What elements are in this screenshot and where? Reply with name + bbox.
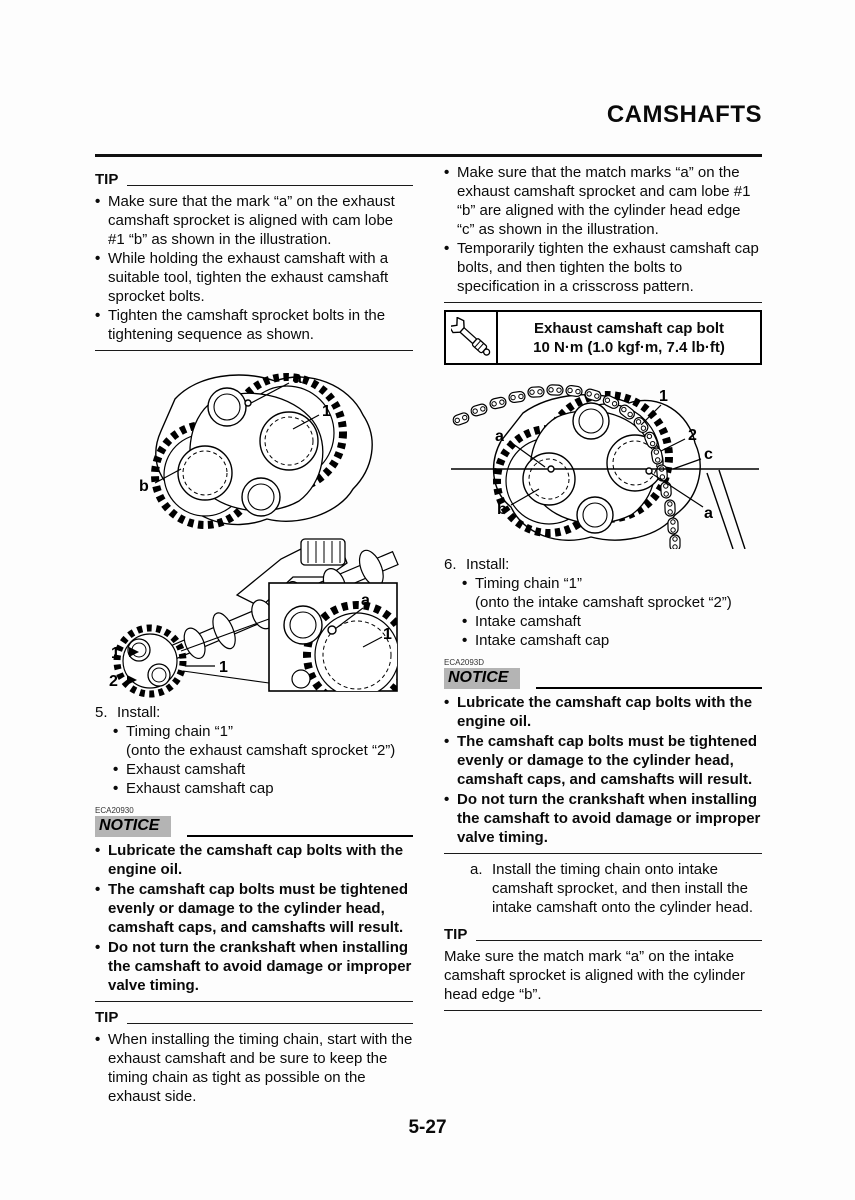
tip-label: TIP — [444, 926, 468, 943]
figure-label-b: b — [139, 478, 149, 495]
notice-bullet — [95, 938, 413, 995]
tip-underline — [476, 940, 762, 941]
figure-inset-label-1: 1 — [383, 626, 392, 643]
step-item — [462, 612, 762, 631]
figure-label-1: 1 — [322, 403, 331, 420]
step-item-subtext: (onto the exhaust camshaft sprocket “2”) — [126, 742, 396, 759]
tip-heading — [444, 925, 762, 944]
notice-heading — [95, 816, 413, 837]
substep-a — [470, 860, 762, 917]
section-rule — [444, 853, 762, 854]
right-column — [444, 163, 762, 1017]
step-item — [113, 779, 413, 798]
tip-bullet — [95, 249, 413, 306]
torque-wrench-icon — [446, 312, 498, 363]
notice-badge: NOTICE — [444, 668, 520, 689]
intake-camshaft-sprocket-figure — [445, 377, 765, 549]
step-number: 5. — [95, 704, 108, 721]
step-item — [462, 574, 762, 612]
step-item-subtext: (onto the intake camshaft sprocket “2”) — [475, 594, 732, 611]
notice-bullet — [95, 880, 413, 937]
step-item-text: • Exhaust camshaft — [126, 761, 246, 778]
step-item-text: • Intake camshaft cap — [475, 632, 610, 649]
figure-label-a-left: a — [495, 428, 504, 445]
step-title: Install: — [117, 704, 161, 721]
notice-underline — [536, 687, 762, 689]
figure-pointer-1: 1 — [111, 645, 120, 662]
header-rule — [95, 154, 762, 157]
figure-label-2: 2 — [688, 427, 697, 444]
step-item-text: • Intake camshaft — [475, 613, 581, 630]
tip-underline — [127, 1023, 413, 1024]
notice-bullet — [444, 790, 762, 847]
tip-label: TIP — [95, 1009, 119, 1026]
notice-bullet — [444, 693, 762, 731]
substep-text: Install the timing chain onto intake camshaft sprocket, and then install the intake camshaft onto the cylinder head. — [492, 861, 753, 916]
body-bullet-text: • Make sure that the match marks “a” on the exhaust camshaft sprocket and cam lobe #1 “b” are aligned with the cylinder head edge “c” as shown in the illustration. — [457, 164, 751, 238]
notice-bullet-text: • Do not turn the crankshaft when installing the camshaft to avoid damage or improper valve timing. — [457, 791, 761, 846]
tip-heading — [95, 170, 413, 189]
notice-heading — [444, 668, 762, 689]
step-item — [462, 631, 762, 650]
notice-underline — [187, 835, 413, 837]
figure-label-c: c — [704, 446, 713, 463]
figure-pointer-2: 2 — [109, 673, 118, 690]
tip-bullet — [95, 1030, 413, 1106]
body-bullet-text: • Temporarily tighten the exhaust camshaft cap bolts, and then tighten the bolts to specification in a crisscross pattern. — [457, 240, 759, 295]
notice-bullet-text: • The camshaft cap bolts must be tightened evenly or damage to the cylinder head, camshaft caps, and camshafts will result. — [108, 881, 409, 936]
step-item — [113, 760, 413, 779]
notice-bullet — [444, 732, 762, 789]
tip-label: TIP — [95, 171, 119, 188]
notice-badge: NOTICE — [95, 816, 171, 837]
notice-bullet-text: • Lubricate the camshaft cap bolts with the engine oil. — [457, 694, 753, 730]
body-bullet — [444, 163, 762, 239]
figure-leader-1: 1 — [219, 659, 228, 676]
page-number: 5-27 — [408, 1117, 447, 1138]
notice-code: ECA2093D — [444, 658, 485, 667]
substep-letter: a. — [470, 861, 483, 878]
step-5-heading — [95, 703, 413, 722]
tip-bullet-text: • Tighten the camshaft sprocket bolts in the tightening sequence as shown. — [108, 307, 386, 343]
step-title: Install: — [466, 556, 510, 573]
step-item — [113, 722, 413, 760]
figure-label-a: a — [293, 370, 302, 387]
section-rule — [444, 1010, 762, 1011]
tip-heading — [95, 1008, 413, 1027]
camshaft-installation-figure — [95, 533, 425, 703]
page-title: CAMSHAFTS — [606, 101, 762, 128]
tip-bullet — [95, 306, 413, 344]
exhaust-camshaft-sprocket-figure — [117, 361, 417, 533]
step-6-heading — [444, 555, 762, 574]
tip-bullet-text: • While holding the exhaust camshaft with a suitable tool, tighten the exhaust camshaft sprocket bolts. — [108, 250, 389, 305]
step-item-text: • Timing chain “1” — [126, 723, 233, 740]
notice-bullet-text: • Do not turn the crankshaft when installing the camshaft to avoid damage or improper valve timing. — [108, 939, 412, 994]
torque-spec-line2: 10 N·m (1.0 kgf·m, 7.4 lb·ft) — [533, 339, 725, 356]
torque-spec-text — [498, 312, 760, 363]
tip-underline — [127, 185, 413, 186]
tip-text: Make sure the match mark “a” on the intake camshaft sprocket is aligned with the cylinder head edge “b”. — [444, 948, 745, 1003]
notice-bullet-text: • The camshaft cap bolts must be tightened evenly or damage to the cylinder head, camshaft caps, and camshafts will result. — [457, 733, 758, 788]
notice-bullet — [95, 841, 413, 879]
tip-bullet-text: • Make sure that the mark “a” on the exhaust camshaft sprocket is aligned with cam lobe #1 “b” as shown in the illustration. — [108, 193, 395, 248]
body-bullet — [444, 239, 762, 296]
section-rule — [444, 302, 762, 303]
torque-spec-line1: Exhaust camshaft cap bolt — [533, 320, 725, 337]
tip-bullet-text: • When installing the timing chain, start with the exhaust camshaft and be sure to keep the timing chain as tight as possible on the exhaust side. — [108, 1031, 413, 1105]
figure-label-b: b — [497, 501, 507, 518]
notice-bullet-text: • Lubricate the camshaft cap bolts with the engine oil. — [108, 842, 404, 878]
section-rule — [95, 1001, 413, 1002]
tip-bullet — [95, 192, 413, 249]
torque-spec-box — [444, 310, 762, 365]
step-number: 6. — [444, 556, 457, 573]
figure-label-1: 1 — [659, 388, 668, 405]
step-item-text: • Timing chain “1” — [475, 575, 582, 592]
notice-code: ECA20930 — [95, 806, 134, 815]
section-rule — [95, 350, 413, 351]
step-item-text: • Exhaust camshaft cap — [126, 780, 274, 797]
figure-label-a-right: a — [704, 505, 713, 522]
figure-inset-label-a: a — [361, 592, 370, 609]
left-column — [95, 170, 413, 1106]
